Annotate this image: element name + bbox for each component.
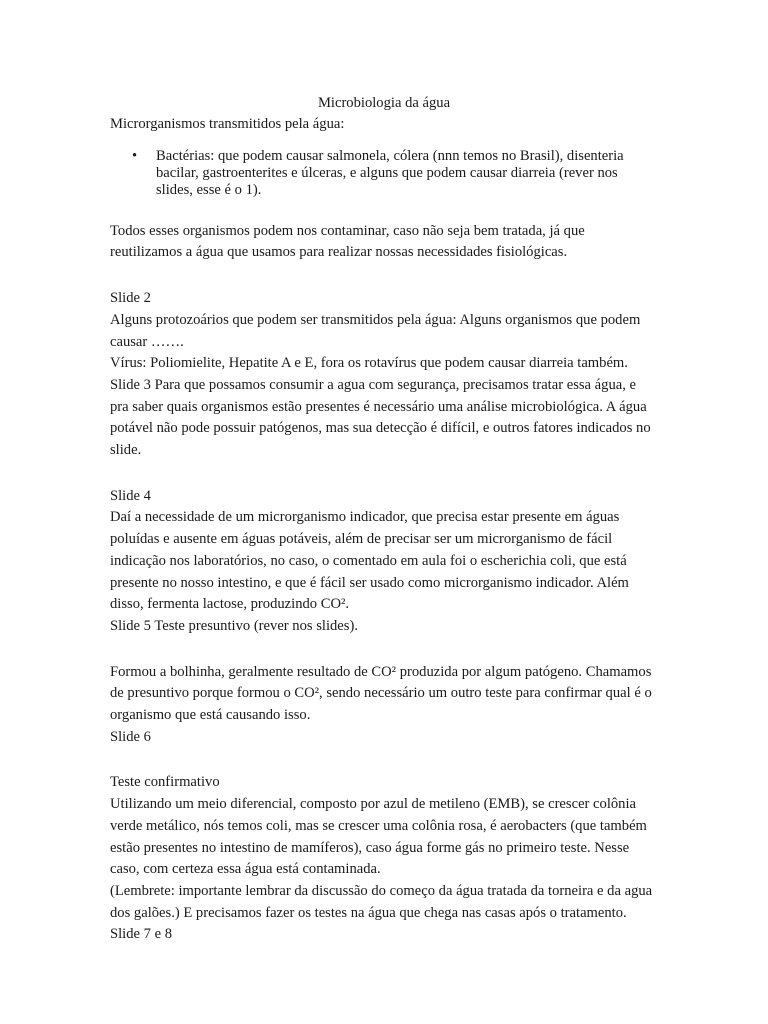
slide-label: Slide 7 e 8 bbox=[110, 926, 173, 943]
document-page bbox=[110, 92, 658, 946]
bullet-text: Bactérias: que podem causar salmonela, cólera (nnn temos no Brasil), disenteria bacilar, gastroenterites e úlceras, e alguns que podem causar diarreia (rever nos slides, esse é o 1). bbox=[156, 147, 624, 198]
paragraph: Vírus: Poliomielite, Hepatite A e E, fora os rotavírus que podem causar diarreia também. bbox=[110, 355, 628, 372]
paragraph: Alguns protozoários que podem ser transmitidos pela água: Alguns organismos que podem causar ……. bbox=[110, 311, 641, 350]
bullet-list bbox=[110, 148, 658, 199]
document-title: Microbiologia da água bbox=[317, 95, 451, 111]
slide-label: Slide 4 bbox=[110, 487, 151, 504]
slide-label: Slide 2 bbox=[110, 290, 151, 307]
paragraph: Slide 5 Teste presuntivo (rever nos slides). bbox=[110, 617, 358, 634]
section-heading: Microrganismos transmitidos pela água: bbox=[110, 116, 345, 132]
subheading: Teste confirmativo bbox=[110, 774, 220, 791]
slide-label: Slide 6 bbox=[110, 728, 151, 745]
paragraph: Slide 3 Para que possamos consumir a agua com segurança, precisamos tratar essa água, e pra saber quais organismos estão presentes é necessário uma análise microbiológica. A água potável não pode possuir patógenos, mas sua detecção é difícil, e outros fatores indicados no slide. bbox=[110, 376, 651, 459]
paragraph: (Lembrete: importante lembrar da discussão do começo da água tratada da torneira e da agua dos galões.) E precisamos fazer os testes na água que chega nas casas após o tratamento. bbox=[110, 882, 653, 921]
list-item bbox=[110, 148, 658, 199]
paragraph: Daí a necessidade de um microrganismo indicador, que precisa estar presente em águas poluídas e ausente em águas potáveis, além de precisar ser um microrganismo de fácil indicação nos laboratórios, no caso, o comentado em aula foi o escherichia coli, que está presente no nosso intestino, e que é fácil ser usado como microrganismo indicador. Além disso, fermenta lactose, produzindo CO². bbox=[110, 509, 629, 613]
paragraph: Utilizando um meio diferencial, composto por azul de metileno (EMB), se crescer colônia verde metálico, nós temos coli, mas se crescer uma colônia rosa, é aerobacters (que também estão presentes no intestino de mamíferos), caso água forme gás no primeiro teste. Nesse caso, com certeza essa água está contaminada. bbox=[110, 796, 647, 878]
paragraph: Formou a bolhinha, geralmente resultado de CO² produzida por algum patógeno. Chamamos de presuntivo porque formou o CO², sendo necessário um outro teste para confirmar qual é o organismo que está causando isso. bbox=[110, 663, 652, 724]
paragraph: Todos esses organismos podem nos contaminar, caso não seja bem tratada, já que reutilizamos a água que usamos para realizar nossas necessidades fisiológicas. bbox=[110, 222, 585, 261]
